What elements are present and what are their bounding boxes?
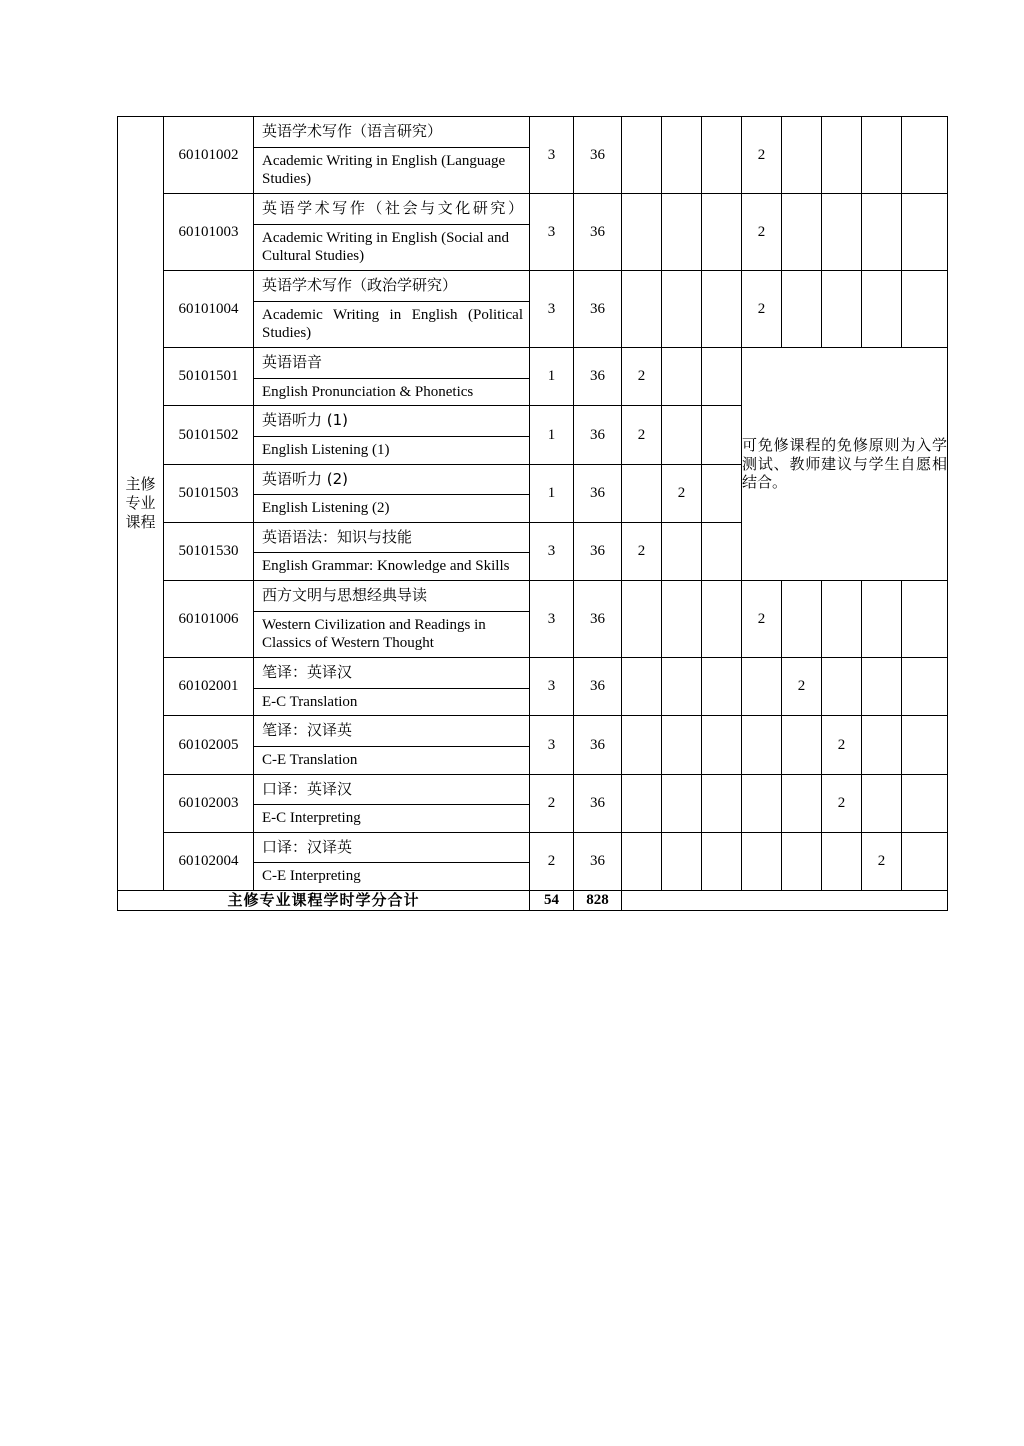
course-name-zh: 笔译：汉译英	[254, 716, 529, 747]
course-code: 60101002	[164, 117, 254, 194]
term-3	[702, 581, 742, 658]
term-3	[702, 194, 742, 271]
term-1	[622, 581, 662, 658]
term-6: 2	[822, 716, 862, 774]
term-6	[822, 194, 862, 271]
course-hours: 36	[574, 774, 622, 832]
term-3	[702, 658, 742, 716]
table-row	[118, 194, 948, 271]
term-2	[662, 271, 702, 348]
course-hours: 36	[574, 832, 622, 890]
course-name-en: Academic Writing in English (Social and Cultural Studies)	[262, 229, 509, 265]
course-hours: 36	[574, 464, 622, 522]
course-code: 60101003	[164, 194, 254, 271]
course-name-zh: 英语听力 (1)	[254, 406, 529, 437]
term-7	[862, 658, 902, 716]
term-1	[622, 194, 662, 271]
totals-empty	[622, 891, 948, 911]
term-7	[862, 716, 902, 774]
term-1: 2	[622, 348, 662, 406]
category-cell	[118, 117, 164, 891]
course-name-cell	[254, 832, 530, 890]
course-name-cell	[254, 348, 530, 406]
table-row	[118, 832, 948, 890]
course-credits: 3	[530, 271, 574, 348]
term-3	[702, 774, 742, 832]
term-2	[662, 117, 702, 194]
course-credits: 3	[530, 522, 574, 580]
term-2	[662, 348, 702, 406]
course-hours: 36	[574, 522, 622, 580]
term-1: 2	[622, 406, 662, 464]
course-code: 60102004	[164, 832, 254, 890]
term-2	[662, 832, 702, 890]
course-name-en: English Pronunciation & Phonetics	[262, 383, 474, 400]
term-5	[782, 194, 822, 271]
course-hours: 36	[574, 271, 622, 348]
term-3	[702, 406, 742, 464]
term-5: 2	[782, 658, 822, 716]
term-5	[782, 716, 822, 774]
course-name-cell	[254, 774, 530, 832]
course-credits: 3	[530, 716, 574, 774]
term-6	[822, 271, 862, 348]
course-hours: 36	[574, 194, 622, 271]
term-4: 2	[742, 194, 782, 271]
course-name-en: C-E Translation	[262, 751, 358, 768]
term-2	[662, 406, 702, 464]
term-3	[702, 464, 742, 522]
term-3	[702, 271, 742, 348]
term-6	[822, 658, 862, 716]
table-row	[118, 581, 948, 658]
curriculum-table	[117, 116, 948, 911]
course-name-cell	[254, 464, 530, 522]
course-name-zh: 英语听力 (2)	[254, 465, 529, 496]
course-code: 50101530	[164, 522, 254, 580]
course-name-cell	[254, 406, 530, 464]
course-name-zh: 英语学术写作（社会与文化研究）	[254, 194, 529, 225]
term-1	[622, 774, 662, 832]
term-3	[702, 832, 742, 890]
term-6	[822, 117, 862, 194]
course-name-cell	[254, 716, 530, 774]
course-hours: 36	[574, 406, 622, 464]
table-row	[118, 658, 948, 716]
term-1	[622, 716, 662, 774]
table-row	[118, 716, 948, 774]
table-row	[118, 271, 948, 348]
term-4: 2	[742, 271, 782, 348]
term-5	[782, 117, 822, 194]
term-2	[662, 194, 702, 271]
term-4: 2	[742, 581, 782, 658]
table-row	[118, 117, 948, 194]
course-name-en: E-C Translation	[262, 693, 358, 710]
term-7	[862, 117, 902, 194]
course-credits: 3	[530, 117, 574, 194]
category-line-1: 主修	[125, 475, 156, 494]
term-1	[622, 464, 662, 522]
term-3	[702, 716, 742, 774]
course-name-en: E-C Interpreting	[262, 810, 361, 826]
totals-label: 主修专业课程学时学分合计	[118, 891, 530, 911]
course-hours: 36	[574, 348, 622, 406]
term-6	[822, 581, 862, 658]
course-name-zh: 西方文明与思想经典导读	[254, 581, 529, 612]
course-name-cell	[254, 271, 530, 348]
note-placeholder-10	[902, 716, 948, 774]
term-7	[862, 581, 902, 658]
note-placeholder-11	[902, 774, 948, 832]
course-name-en: English Grammar: Knowledge and Skills	[262, 558, 510, 575]
course-credits: 3	[530, 581, 574, 658]
term-2	[662, 774, 702, 832]
course-name-en: Academic Writing in English (Language Studies)	[262, 152, 506, 188]
course-credits: 3	[530, 194, 574, 271]
course-credits: 1	[530, 464, 574, 522]
category-line-2: 专业	[125, 494, 156, 513]
course-hours: 36	[574, 581, 622, 658]
course-name-zh: 英语学术写作（语言研究）	[254, 117, 529, 148]
course-name-zh: 英语语音	[254, 348, 529, 379]
totals-row	[118, 891, 948, 911]
course-name-zh: 笔译：英译汉	[254, 658, 529, 689]
term-2	[662, 716, 702, 774]
term-5	[782, 774, 822, 832]
term-3	[702, 348, 742, 406]
course-code: 50101503	[164, 464, 254, 522]
course-name-zh: 口译：英译汉	[254, 775, 529, 806]
term-7	[862, 774, 902, 832]
term-3	[702, 117, 742, 194]
course-name-cell	[254, 581, 530, 658]
totals-credits: 54	[530, 891, 574, 911]
term-7	[862, 194, 902, 271]
course-hours: 36	[574, 716, 622, 774]
course-name-cell	[254, 658, 530, 716]
course-code: 60102001	[164, 658, 254, 716]
note-placeholder-12	[902, 832, 948, 890]
course-name-cell	[254, 522, 530, 580]
note-placeholder-9	[902, 658, 948, 716]
term-4: 2	[742, 117, 782, 194]
course-name-zh: 口译：汉译英	[254, 833, 529, 864]
course-name-zh: 英语语法：知识与技能	[254, 523, 529, 554]
term-4	[742, 658, 782, 716]
course-credits: 2	[530, 832, 574, 890]
term-1: 2	[622, 522, 662, 580]
course-credits: 2	[530, 774, 574, 832]
term-4	[742, 716, 782, 774]
exemption-note: 可免修课程的免修原则为入学测试、教师建议与学生自愿相结合。	[742, 348, 948, 581]
course-name-en: Academic Writing in English (Political Studies)	[262, 306, 523, 342]
term-1	[622, 271, 662, 348]
term-2	[662, 658, 702, 716]
course-name-cell	[254, 194, 530, 271]
course-code: 60101004	[164, 271, 254, 348]
table-row	[118, 348, 948, 406]
course-name-en: English Listening (2)	[262, 500, 390, 516]
course-code: 60102003	[164, 774, 254, 832]
course-hours: 36	[574, 658, 622, 716]
course-code: 60102005	[164, 716, 254, 774]
note-placeholder-3	[902, 271, 948, 348]
course-code: 50101501	[164, 348, 254, 406]
term-5	[782, 832, 822, 890]
note-placeholder-8	[902, 581, 948, 658]
course-credits: 1	[530, 406, 574, 464]
term-6	[822, 832, 862, 890]
category-line-3: 课程	[125, 512, 156, 531]
course-hours: 36	[574, 117, 622, 194]
course-name-cell	[254, 117, 530, 194]
term-1	[622, 832, 662, 890]
term-2	[662, 522, 702, 580]
term-5	[782, 271, 822, 348]
course-credits: 1	[530, 348, 574, 406]
course-credits: 3	[530, 658, 574, 716]
course-code: 60101006	[164, 581, 254, 658]
course-name-en: English Listening (1)	[262, 441, 390, 458]
course-name-en: Western Civilization and Readings in Classics of Western Thought	[262, 616, 486, 652]
term-4	[742, 774, 782, 832]
term-6: 2	[822, 774, 862, 832]
term-4	[742, 832, 782, 890]
course-name-zh: 英语学术写作（政治学研究）	[254, 271, 529, 302]
term-3	[702, 522, 742, 580]
term-7	[862, 271, 902, 348]
term-5	[782, 581, 822, 658]
term-1	[622, 658, 662, 716]
course-name-en: C-E Interpreting	[262, 868, 361, 885]
term-2	[662, 581, 702, 658]
note-placeholder-1	[902, 117, 948, 194]
note-placeholder-2	[902, 194, 948, 271]
term-2: 2	[662, 464, 702, 522]
course-code: 50101502	[164, 406, 254, 464]
term-7: 2	[862, 832, 902, 890]
term-1	[622, 117, 662, 194]
totals-hours: 828	[574, 891, 622, 911]
table-row	[118, 774, 948, 832]
